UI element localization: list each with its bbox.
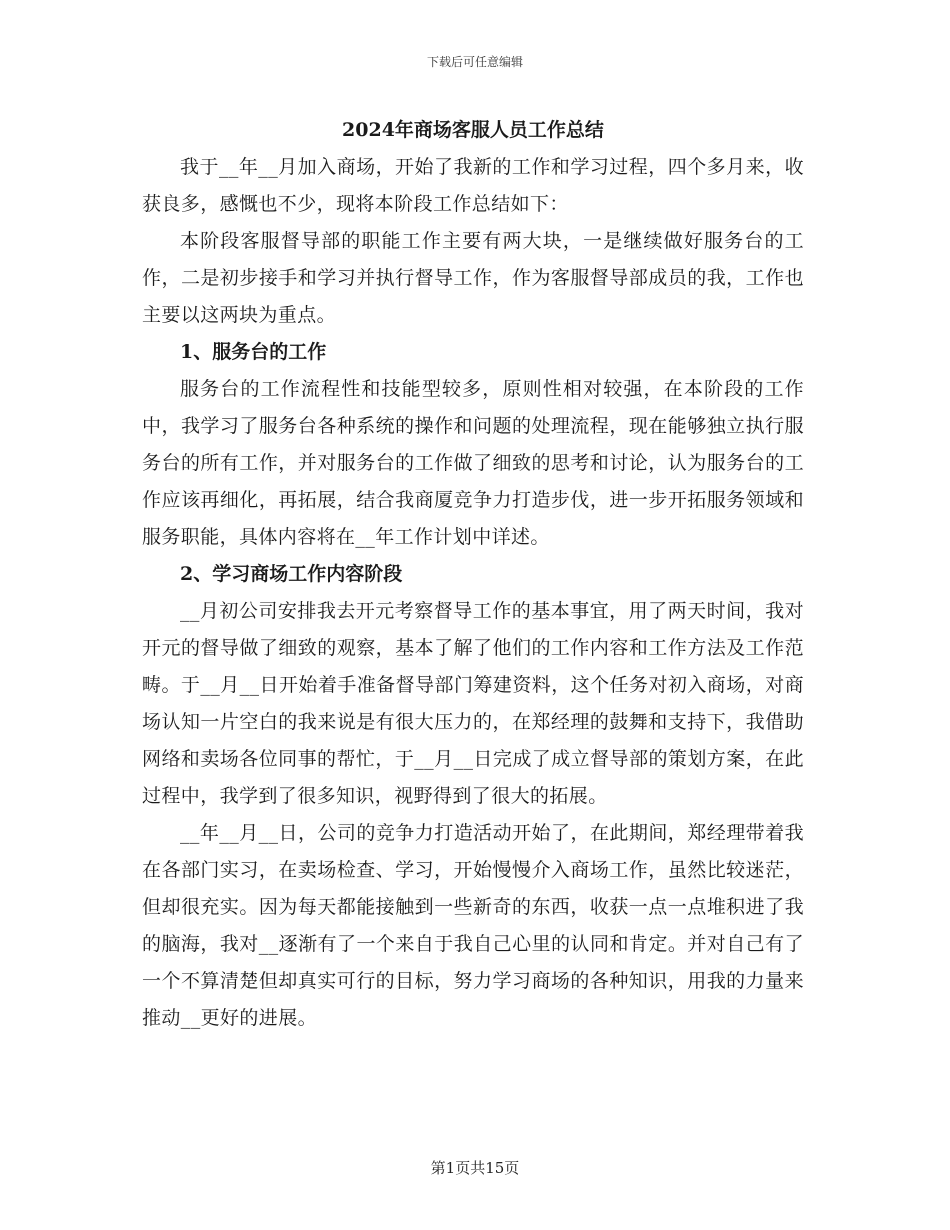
learning-paragraph-2: __年__月__日，公司的竞争力打造活动开始了，在此期间，郑经理带着我在各部门实习，在卖场检查、学习，开始慢慢介入商场工作，虽然比较迷茫，但却很充实。因为每天都能接触到一些新奇的东西，收获一点一点堆积进了我的脑海，我对__逐渐有了一个来自于我自己心里的认同和肯定。并对自己有了一个不算清楚但却真实可行的目标，努力学习商场的各种知识，用我的力量来推动__更好的进展。 — [142, 822, 804, 1029]
overview-paragraph: 本阶段客服督导部的职能工作主要有两大块，一是继续做好服务台的工作，二是初步接手和学习并执行督导工作，作为客服督导部成员的我，工作也主要以这两块为重点。 — [142, 230, 804, 326]
page-header-note: 下载后可任意编辑 — [426, 55, 523, 69]
service-desk-paragraph: 服务台的工作流程性和技能型较多，原则性相对较强，在本阶段的工作中，我学习了服务台各种系统的操作和问题的处理流程，现在能够独立执行服务台的所有工作，并对服务台的工作做了细致的思考和讨论，认为服务台的工作应该再细化，再拓展，结合我商厦竞争力打造步伐，进一步开拓服务领域和服务职能，具体内容将在__年工作计划中详述。 — [142, 378, 804, 548]
section-heading-service-desk: 1、服务台的工作 — [180, 341, 327, 363]
page-number-footer: 第1页共15页 — [430, 1159, 520, 1177]
intro-paragraph: 我于__年__月加入商场，开始了我新的工作和学习过程，四个多月来，收获良多，感慨也不少，现将本阶段工作总结如下： — [142, 156, 804, 215]
document-title: 2024年商场客服人员工作总结 — [342, 119, 604, 141]
section-heading-learning: 2、学习商场工作内容阶段 — [180, 563, 403, 585]
document-body — [142, 112, 804, 1037]
learning-paragraph-1: __月初公司安排我去开元考察督导工作的基本事宜，用了两天时间，我对开元的督导做了细致的观察，基本了解了他们的工作内容和工作方法及工作范畴。于__月__日开始着手准备督导部门筹建资料，这个任务对初入商场，对商场认知一片空白的我来说是有很大压力的，在郑经理的鼓舞和支持下，我借助网络和卖场各位同事的帮忙，于__月__日完成了成立督导部的策划方案，在此过程中，我学到了很多知识，视野得到了很大的拓展。 — [142, 600, 804, 807]
